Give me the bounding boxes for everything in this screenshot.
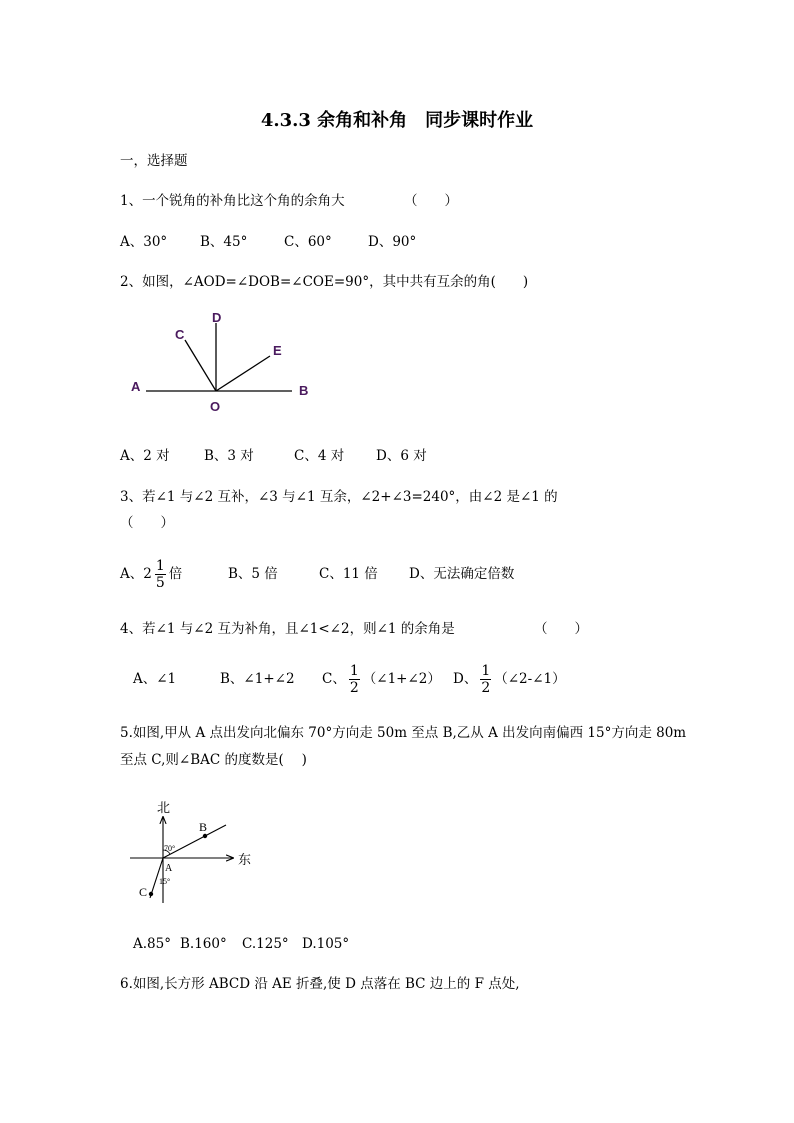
option-c-prefix: C、 (322, 671, 346, 687)
question-4-paren: （ ） (534, 621, 588, 637)
question-6-text: 6.如图,长方形 ABCD 沿 AE 折叠,使 D 点落在 BC 边上的 F 点处, (120, 976, 520, 992)
option-a-prefix: A、2 (120, 566, 152, 582)
label-b: B (299, 383, 309, 398)
fraction-numerator: 1 (349, 663, 359, 679)
label-a: A (165, 863, 173, 874)
point-c (149, 892, 153, 896)
question-5-options (133, 935, 349, 953)
question-5-line-2: 至点 C,则∠BAC 的度数是( ) (120, 752, 307, 768)
option-d: D.105° (302, 936, 350, 952)
option-b: B、45° (200, 234, 248, 250)
fraction-numerator: 1 (155, 558, 165, 574)
option-a: A、∠1 (133, 671, 177, 687)
ray-ab (163, 825, 226, 858)
question-3-text: 3、若∠1 与∠2 互补，∠3 与∠1 互余，∠2+∠3=240°，由∠2 是∠1 的 (120, 489, 558, 505)
question-2-text: 2、如图，∠AOD=∠DOB=∠COE=90°，其中共有互余的角( ) (120, 274, 529, 290)
label-east: 东 (238, 853, 252, 868)
option-d: D、90° (368, 234, 417, 250)
label-c: C (175, 327, 185, 342)
fraction-numerator: 1 (481, 663, 491, 679)
label-north: 北 (157, 801, 171, 816)
option-c: C、11 倍 (319, 566, 378, 582)
fraction-denominator: 2 (481, 680, 491, 696)
question-1-paren: （ ） (404, 193, 458, 209)
option-d-suffix: （∠2-∠1） (494, 671, 566, 687)
question-3-paren: （ ） (120, 515, 174, 531)
option-d: D、6 对 (376, 448, 427, 464)
option-d-prefix: D、 (453, 671, 478, 687)
label-o: O (210, 399, 221, 414)
option-b: B、5 倍 (228, 566, 278, 582)
point-b (203, 834, 207, 838)
label-a: A (131, 379, 141, 394)
option-a: A、30° (120, 234, 168, 250)
option-d: D、无法确定倍数 (409, 566, 515, 582)
option-b: B、∠1+∠2 (220, 671, 295, 687)
label-c: C (139, 885, 148, 899)
label-e: E (273, 343, 282, 358)
question-4-text: 4、若∠1 与∠2 互为补角，且∠1<∠2，则∠1 的余角是 (120, 621, 455, 637)
question-1-text: 1、一个锐角的补角比这个角的余角大 (120, 193, 345, 209)
label-d: D (212, 310, 222, 325)
question-5-line-1: 5.如图,甲从 A 点出发向北偏东 70°方向走 50m 至点 B,乙从 A 出发向南偏西 15°方向走 80m (120, 725, 687, 741)
fraction-denominator: 2 (349, 680, 359, 696)
option-c: C、4 对 (294, 448, 345, 464)
label-angle-15: 15° (159, 877, 171, 886)
label-b: B (199, 820, 208, 834)
label-angle-70: 70° (164, 844, 176, 853)
option-a: A、2 对 (120, 448, 170, 464)
page-title: 4.3.3 余角和补角 同步课时作业 (260, 110, 534, 131)
option-a: A.85° (133, 936, 171, 952)
option-b: B.160° (180, 936, 227, 952)
option-c: C、60° (284, 234, 332, 250)
option-a-suffix: 倍 (168, 566, 183, 582)
fraction-denominator: 5 (155, 575, 165, 591)
option-c-suffix: （∠1+∠2） (362, 671, 441, 687)
option-b: B、3 对 (204, 448, 254, 464)
section-heading: 一，选择题 (120, 153, 188, 169)
option-c: C.125° (242, 936, 289, 952)
